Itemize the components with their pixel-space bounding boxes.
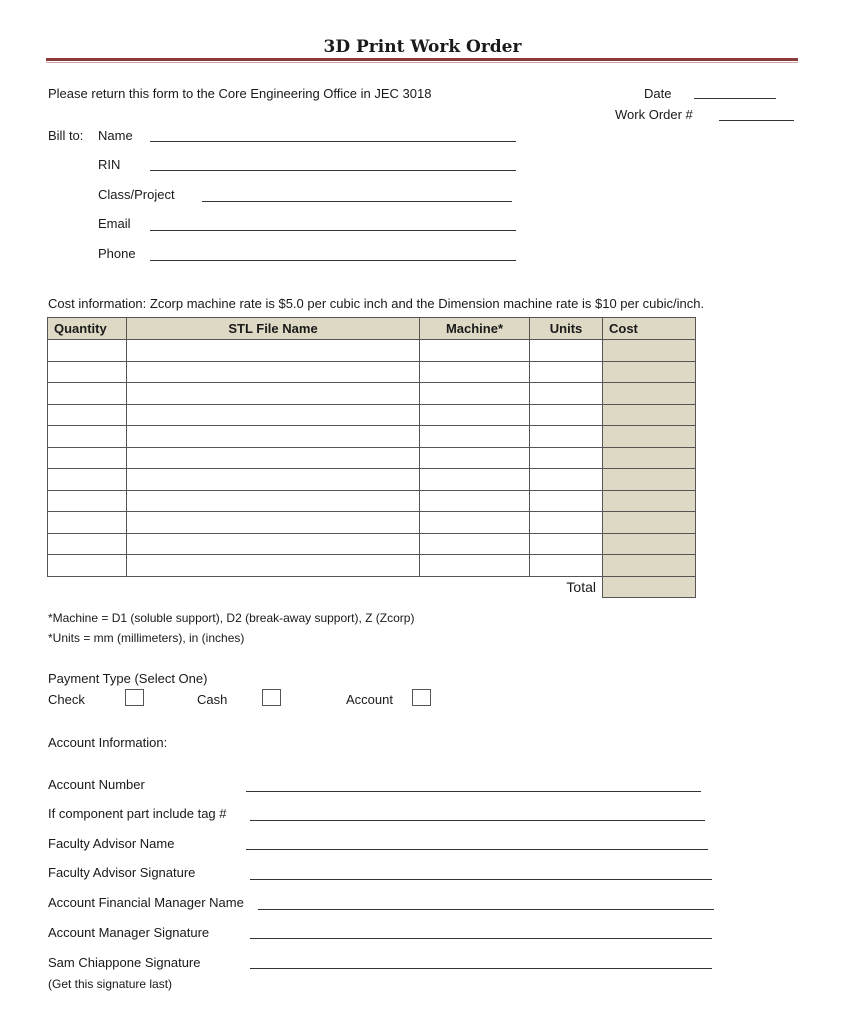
machine-cell[interactable] <box>420 447 530 469</box>
quantity-cell[interactable] <box>48 361 127 383</box>
stl-file-cell[interactable] <box>127 383 420 405</box>
form-title: 3D Print Work Order <box>323 37 522 57</box>
bill-class-field[interactable] <box>202 201 512 202</box>
stl-file-cell[interactable] <box>127 447 420 469</box>
bill-name-label: Name <box>98 128 133 143</box>
table-row <box>48 447 696 469</box>
payment-account-label: Account <box>346 692 393 707</box>
payment-cash-label: Cash <box>197 692 228 707</box>
table-row <box>48 469 696 491</box>
bill-phone-label: Phone <box>98 246 136 261</box>
financial-manager-name-field[interactable] <box>258 909 714 910</box>
financial-manager-name-label: Account Financial Manager Name <box>48 895 244 910</box>
quantity-cell[interactable] <box>48 426 127 448</box>
quantity-cell[interactable] <box>48 469 127 491</box>
table-row <box>48 340 696 362</box>
quantity-cell[interactable] <box>48 404 127 426</box>
units-cell[interactable] <box>530 340 603 362</box>
table-header-row <box>48 318 696 340</box>
title-rule-shadow <box>46 62 798 63</box>
units-cell[interactable] <box>530 469 603 491</box>
cost-cell[interactable] <box>603 447 696 469</box>
bill-email-label: Email <box>98 216 131 231</box>
component-tag-field[interactable] <box>250 820 705 821</box>
payment-check-label: Check <box>48 692 85 707</box>
stl-file-cell[interactable] <box>127 490 420 512</box>
cost-cell[interactable] <box>603 340 696 362</box>
sam-chiappone-signature-label: Sam Chiappone Signature <box>48 955 201 970</box>
account-info-title: Account Information: <box>48 735 168 750</box>
return-instructions: Please return this form to the Core Engineering Office in JEC 3018 <box>48 86 432 101</box>
stl-file-cell[interactable] <box>127 533 420 555</box>
quantity-cell[interactable] <box>48 533 127 555</box>
cost-cell[interactable] <box>603 404 696 426</box>
col-units: Units <box>530 318 603 340</box>
account-number-label: Account Number <box>48 777 145 792</box>
bill-name-field[interactable] <box>150 141 516 142</box>
manager-signature-label: Account Manager Signature <box>48 925 210 940</box>
machine-cell[interactable] <box>420 469 530 491</box>
col-stl-file: STL File Name <box>127 318 420 340</box>
machine-cell[interactable] <box>420 340 530 362</box>
units-cell[interactable] <box>530 426 603 448</box>
machine-cell[interactable] <box>420 404 530 426</box>
table-row <box>48 404 696 426</box>
col-machine: Machine* <box>420 318 530 340</box>
manager-signature-field[interactable] <box>250 938 712 939</box>
cost-cell[interactable] <box>603 533 696 555</box>
date-label: Date <box>644 86 672 101</box>
units-cell[interactable] <box>530 512 603 534</box>
units-cell[interactable] <box>530 533 603 555</box>
payment-check-checkbox[interactable] <box>125 689 144 706</box>
quantity-cell[interactable] <box>48 555 127 577</box>
machine-cell[interactable] <box>420 426 530 448</box>
stl-file-cell[interactable] <box>127 361 420 383</box>
table-row <box>48 533 696 555</box>
table-row <box>48 426 696 448</box>
quantity-cell[interactable] <box>48 340 127 362</box>
total-cost-cell[interactable] <box>603 576 696 598</box>
sam-chiappone-signature-field[interactable] <box>250 968 712 969</box>
machine-cell[interactable] <box>420 533 530 555</box>
stl-file-cell[interactable] <box>127 340 420 362</box>
bill-phone-field[interactable] <box>150 260 516 261</box>
table-row <box>48 383 696 405</box>
bill-rin-label: RIN <box>98 157 121 172</box>
machine-cell[interactable] <box>420 490 530 512</box>
order-table <box>47 317 696 598</box>
units-footnote: *Units = mm (millimeters), in (inches) <box>48 631 245 645</box>
table-row <box>48 490 696 512</box>
account-number-field[interactable] <box>246 791 701 792</box>
col-quantity: Quantity <box>48 318 127 340</box>
work-order-label: Work Order # <box>615 107 693 122</box>
cost-cell[interactable] <box>603 426 696 448</box>
quantity-cell[interactable] <box>48 490 127 512</box>
table-row <box>48 512 696 534</box>
stl-file-cell[interactable] <box>127 512 420 534</box>
work-order-field[interactable] <box>719 120 794 121</box>
machine-footnote: *Machine = D1 (soluble support), D2 (break-away support), Z (Zcorp) <box>48 611 415 625</box>
payment-type-title: Payment Type (Select One) <box>48 671 208 686</box>
cost-cell[interactable] <box>603 361 696 383</box>
faculty-advisor-name-label: Faculty Advisor Name <box>48 836 175 851</box>
stl-file-cell[interactable] <box>127 469 420 491</box>
units-cell[interactable] <box>530 555 603 577</box>
units-cell[interactable] <box>530 383 603 405</box>
stl-file-cell[interactable] <box>127 555 420 577</box>
cost-information: Cost information: Zcorp machine rate is $5.0 per cubic inch and the Dimension machine rate is $10 per cubic/inch. <box>48 296 705 311</box>
cost-cell[interactable] <box>603 512 696 534</box>
faculty-advisor-signature-field[interactable] <box>250 879 712 880</box>
component-tag-label: If component part include tag # <box>48 806 227 821</box>
cost-cell[interactable] <box>603 383 696 405</box>
faculty-advisor-name-field[interactable] <box>246 849 708 850</box>
title-rule <box>46 58 798 61</box>
stl-file-cell[interactable] <box>127 404 420 426</box>
cost-cell[interactable] <box>603 555 696 577</box>
units-cell[interactable] <box>530 361 603 383</box>
signature-note: (Get this signature last) <box>48 977 173 991</box>
stl-file-cell[interactable] <box>127 426 420 448</box>
bill-class-label: Class/Project <box>98 187 175 202</box>
date-field[interactable] <box>694 98 776 99</box>
bill-to-label: Bill to: <box>48 128 84 143</box>
cost-cell[interactable] <box>603 490 696 512</box>
cost-cell[interactable] <box>603 469 696 491</box>
payment-cash-checkbox[interactable] <box>262 689 281 706</box>
units-cell[interactable] <box>530 490 603 512</box>
quantity-cell[interactable] <box>48 512 127 534</box>
machine-cell[interactable] <box>420 555 530 577</box>
units-cell[interactable] <box>530 447 603 469</box>
machine-cell[interactable] <box>420 361 530 383</box>
units-cell[interactable] <box>530 404 603 426</box>
total-label: Total <box>48 576 603 598</box>
payment-account-checkbox[interactable] <box>412 689 431 706</box>
table-row <box>48 555 696 577</box>
col-cost: Cost <box>603 318 696 340</box>
quantity-cell[interactable] <box>48 447 127 469</box>
total-row <box>48 576 696 598</box>
quantity-cell[interactable] <box>48 383 127 405</box>
table-row <box>48 361 696 383</box>
faculty-advisor-signature-label: Faculty Advisor Signature <box>48 865 196 880</box>
machine-cell[interactable] <box>420 383 530 405</box>
bill-rin-field[interactable] <box>150 170 516 171</box>
machine-cell[interactable] <box>420 512 530 534</box>
bill-email-field[interactable] <box>150 230 516 231</box>
